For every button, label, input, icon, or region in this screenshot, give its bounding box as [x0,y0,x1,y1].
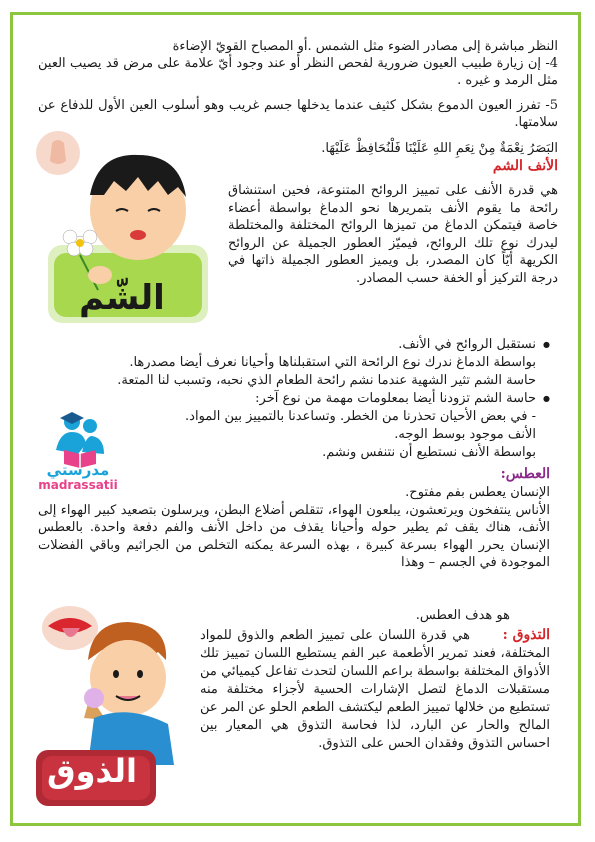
bullet-text: حاسة الشم تزودنا أيضا بمعلومات مهمة من نوع آخر: [255,391,536,406]
sneeze-last: هو هدف العطس. [415,608,510,623]
eyes-line-3: 5- تفرز العيون الدموع بشكل كثيف عندما يدخلها جسم غريب وهو أسلوب العين الأول للدفاع عن سلامتها. [38,98,558,130]
smell-intro: هي قدرة الأنف على تمييز الروائح المتنوعة، فحين استنشاق رائحة ما يقوم الأنف بتمريرها نحو الدماغ بواسطة أعضاء خاصة فيتمكن الدماغ من تميزها الروائح المختلفة والمختلطة ليدرك نوع تلك الروائح، فيميّز العطور الجميلة عن الروائح الكريهة أيّاً كان المصدر، بل ويميز العطور الجميلة ذاتها في درجة التركيز أو الخفة حسب المصادر. [228,183,558,286]
bullet-text: نستقبل الروائح في الأنف. [398,337,536,352]
eyes-line-2: 4- إن زيارة طبيب العيون ضرورية لفحص النظر أو عند وجود أيّ علامة على مرض قد يصيب العين مثل الرمد و غيره . [38,56,558,88]
list-item [80,336,550,353]
smell-bullet2-line3: الأنف موجود بوسط الوجه. [394,427,536,442]
sneeze-line-1: الإنسان يعطس بفم مفتوح. [405,485,550,500]
eyes-quote: البَصَرُ نِعْمَةٌ مِنْ نِعَمِ اللهِ عَلَيْنَا فَلْنُحَافِظْ عَلَيْهَا. [321,141,558,156]
smell-bullets [80,336,550,353]
smell-image-label: الشّم [79,278,165,318]
smell-bullets-2 [80,390,550,407]
smell-title: الأنف الشم [492,158,558,174]
sneeze-body: الأناس ينتفخون ويرتعشون، يبلعون الهواء، تتقلص أضلاع البطن، ويرسلون بتصعيد كبير الهواء إلى الأنف، هناك يقف ثم يطير حوله وأحيانا يقذف من داخل الأنف والفم دفعة واحدة. بالعطس الإنسان يحرر الهواء بسرعة كبيرة ، بهذه السرعة يمكنه التخلص من الجراثيم وباقي الفضلات الموجودة في الجسم – وهذا [38,503,550,570]
taste-title: التذوق : [502,627,550,643]
taste-image-label: الذوق [47,752,137,790]
smell-bullet2-line4: بواسطة الأنف نستطيع أن نتنفس ونشم. [322,445,536,460]
eyes-line-1: النظر مباشرة إلى مصادر الضوء مثل الشمس .أو المصباح القويّ الإضاءة [172,39,558,54]
list-item [80,390,550,407]
logo-arabic: مدرستي [46,461,110,479]
logo-latin: madrassatii [38,478,118,492]
smell-bullet2-line2: - في بعض الأحيان تحذرنا من الخطر. وتساعدنا بالتمييز بين المواد. [185,409,536,424]
smell-bullet1-line2: بواسطة الدماغ ندرك نوع الرائحة التي استقبلناها وأحيانا نعرف أيضا مصدرها. [129,355,536,370]
sneeze-title: العطس: [500,466,550,482]
smell-bullet1-line3: حاسة الشم تثير الشهية عندما نشم رائحة الطعام الذي نحبه، وتسبب لنا المتعة. [117,373,536,388]
taste-body [200,627,550,753]
taste-body-text: هي قدرة اللسان على تمييز الطعم والذوق للمواد المختلفة، فعند تمرير الأطعمة عبر الفم يستطيع اللسان تمييز تلك الأذواق المختلفة بواسطة براعم اللسان لتحدث تفاعل كيميائي من مستقبلات الدماغ لتصل الإشارات الحسية لأجزاء مختلفة منه تستطيع من خلالها تمييز الطعم ليكتشف الطعم الحلو عن المر عن المالح والحار عن البارد، لذا فحاسة التذوق هي المعيار بين احساس التذوق وفقدان الحس على التذوق. [200,628,550,751]
